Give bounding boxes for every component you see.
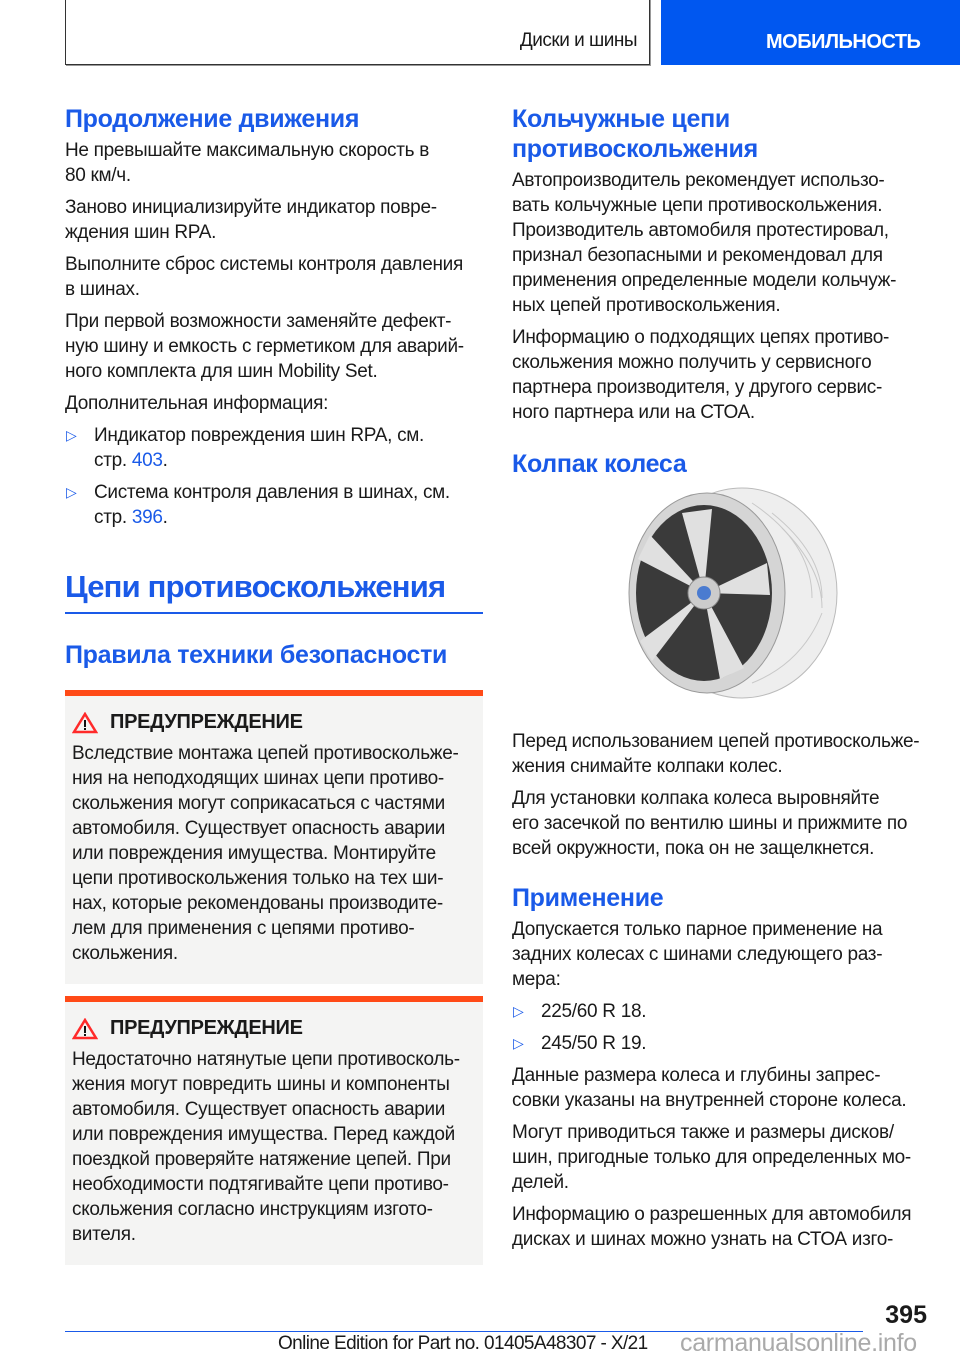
left-column <box>65 104 483 1265</box>
header-section-box <box>65 0 650 65</box>
paragraph: При первой возможности заменяйте дефект- ную шину и емкость с герметиком для аварий- ного комплекта для шин Mobility Set. <box>65 311 464 382</box>
warning-title: ПРЕДУПРЕЖДЕНИЕ <box>110 711 303 733</box>
paragraph: Данные размера колеса и глубины запрес- совки указаны на внутренней стороне колеса. <box>512 1065 907 1111</box>
warning-triangle-icon <box>72 1018 98 1040</box>
tire-size: 225/60 R 18. <box>541 1001 647 1022</box>
paragraph: Автопроизводитель рекомендует использо- вать кольчужные цепи противоскольжения. Производитель автомобиля протестировал, признал безопасными и рекомендовал для применения определенные модели кольчуж- ных цепей противоскольжения. <box>512 170 897 316</box>
warning-text: Недостаточно натянутые цепи противосколь- жения могут повредить шины и компоненты автомобиля. Существует опасность аварии или повреждения имущества. Перед каждой поездкой проверяйте натяжение цепей. При необходимости подтягивайте цепи противо- скольжения согласно инструкциям изгото- вителя. <box>72 1049 460 1245</box>
paragraph: Заново инициализируйте индикатор повре- ждения шин RPA. <box>65 197 437 243</box>
watermark: carmanualsonline.info <box>680 1329 917 1357</box>
paragraph: Информацию о разрешенных для автомобиля дисках и шинах можно узнать на СТОА изго- <box>512 1204 912 1250</box>
paragraph: Дополнительная информация: <box>65 393 329 414</box>
ref-text: Индикатор повреждения шин RPA, см. стр. <box>94 425 425 471</box>
list-item: ▷ Система контроля давления в шинах, см. стр. 396. <box>66 482 450 528</box>
warning-text: Вследствие монтажа цепей противоскольже- ния на неподходящих шинах цепи противо- скольжения могут соприкасаться с частями автомобиля. Существует опасность аварии или повреждения имущества. Монтируйте цепи противоскольжения только на тех ши- нах, которые рекомендованы производите- лем для применения с цепями противо- скольжения. <box>72 743 459 964</box>
warning-box <box>65 690 483 984</box>
safety-title: Правила техники безопасности <box>65 641 448 669</box>
paragraph: Не превышайте максимальную скорость в 80 км/ч. <box>65 140 430 186</box>
wheel-cap-title: Колпак колеса <box>512 450 687 478</box>
paragraph: Информацию о подходящих цепях противо- скольжения можно получить у сервисного партнера производителя, у другого сервис- ного партнера или на СТОА. <box>512 327 890 423</box>
triangle-bullet-icon: ▷ <box>66 427 77 443</box>
paragraph: Допускается только парное применение на задних колесах с шинами следующего раз- мера: <box>512 919 883 990</box>
paragraph: Для установки колпака колеса выровняйте его засечкой по вентилю шины и прижмите по всей окружности, пока он не защелкнется. <box>512 788 908 859</box>
tire-size: 245/50 R 19. <box>541 1033 647 1054</box>
chains-title: Цепи противоскольжения <box>65 568 483 614</box>
page-link[interactable]: 396 <box>131 507 163 528</box>
warning-box <box>65 996 483 1265</box>
paragraph: Перед использованием цепей противоскольже- жения снимайте колпаки колес. <box>512 731 920 777</box>
continue-title: Продолжение движения <box>65 105 360 133</box>
warning-title: ПРЕДУПРЕЖДЕНИЕ <box>110 1017 303 1039</box>
wheel-illustration <box>512 483 932 723</box>
header-section: Диски и шины <box>519 30 637 51</box>
triangle-bullet-icon: ▷ <box>513 1035 524 1051</box>
list-item <box>512 999 932 1024</box>
triangle-bullet-icon: ▷ <box>66 484 77 500</box>
triangle-bullet-icon: ▷ <box>513 1003 524 1019</box>
usage-title: Применение <box>512 884 664 912</box>
ref-text: Система контроля давления в шинах, см. стр. <box>94 482 450 528</box>
list-item <box>512 1031 932 1056</box>
paragraph: Могут приводиться также и размеры дисков/ шин, пригодные только для определенных мо- делей. <box>512 1122 911 1193</box>
header-chapter: МОБИЛЬНОСТЬ <box>766 31 921 53</box>
warning-triangle-icon <box>72 712 98 734</box>
edition-text: Online Edition for Part no. 01405A48307 - X/21 <box>278 1333 648 1354</box>
page-link[interactable]: 403 <box>131 450 163 471</box>
list-item: ▷ Индикатор повреждения шин RPA, см. стр. 403. <box>66 425 425 471</box>
page-number: 395 <box>885 1301 927 1329</box>
paragraph: Выполните сброс системы контроля давления в шинах. <box>65 254 463 300</box>
mail-chains-title: Кольчужные цепи противоскольжения <box>512 105 758 163</box>
right-column <box>512 104 932 1259</box>
header-chapter-tab <box>661 0 960 65</box>
